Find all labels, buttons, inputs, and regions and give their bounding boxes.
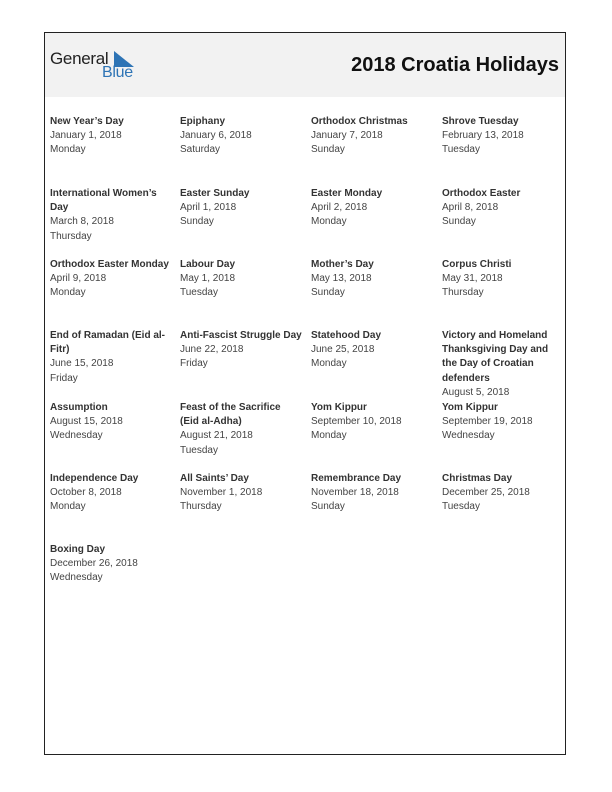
holiday-date: June 15, 2018 [50,358,114,370]
holiday-name: Orthodox Easter Monday [50,259,169,270]
holiday-item [180,258,302,301]
holiday-weekday: Monday [311,430,347,442]
holiday-name: Feast of the Sacrifice (Eid al-Adha) [180,402,281,428]
holiday-date: January 1, 2018 [50,130,122,142]
holiday-date: May 1, 2018 [180,273,236,285]
page-title: 2018 Croatia Holidays [351,54,559,76]
holiday-name: Easter Monday [311,188,383,199]
holiday-name: Christmas Day [442,473,513,484]
holiday-item [50,472,172,515]
holiday-name: Boxing Day [50,544,106,555]
holiday-date: January 6, 2018 [180,130,252,142]
holiday-date: April 2, 2018 [311,202,368,214]
holiday-weekday: Sunday [311,144,345,156]
holiday-date: April 8, 2018 [442,202,499,214]
holiday-weekday: Monday [50,501,86,513]
holiday-item [180,401,302,458]
holiday-name: Statehood Day [311,330,382,341]
holiday-name: Yom Kippur [311,402,367,413]
holiday-weekday: Sunday [442,216,476,228]
generalblue-logo [50,49,140,83]
holiday-name: New Year’s Day [50,116,124,127]
holiday-date: May 31, 2018 [442,273,503,285]
holiday-item [50,258,172,301]
holiday-date: December 26, 2018 [50,558,138,570]
holiday-name: All Saints’ Day [180,473,249,484]
holiday-name: Epiphany [180,116,226,127]
holiday-date: February 13, 2018 [442,130,524,142]
holiday-weekday: Tuesday [180,287,218,299]
holiday-item [180,115,302,158]
holiday-weekday: Thursday [180,501,222,513]
holiday-date: March 8, 2018 [50,216,114,228]
holiday-date: June 25, 2018 [311,344,375,356]
holiday-item [442,115,564,158]
holiday-date: May 13, 2018 [311,273,372,285]
holiday-item [442,187,564,230]
holiday-item [311,401,433,444]
holiday-date: November 1, 2018 [180,487,263,499]
holiday-item [50,401,172,444]
logo-text-blue: Blue [102,64,133,81]
holiday-date: August 21, 2018 [180,430,253,442]
holiday-date: September 10, 2018 [311,416,402,428]
holiday-weekday: Sunday [311,287,345,299]
holiday-name: Assumption [50,402,108,413]
page-header [45,33,565,97]
holiday-weekday: Saturday [180,144,221,156]
holiday-name: End of Ramadan (Eid al-Fitr) [50,330,166,356]
holiday-weekday: Monday [50,144,86,156]
holiday-date: November 18, 2018 [311,487,399,499]
holiday-name: Shrove Tuesday [442,116,519,127]
holiday-weekday: Thursday [442,287,484,299]
holiday-date: April 9, 2018 [50,273,107,285]
holiday-weekday: Friday [50,372,78,384]
holiday-weekday: Tuesday [442,501,480,513]
holiday-item [50,187,172,244]
holiday-weekday: Sunday [180,216,214,228]
holiday-item [50,329,172,386]
holiday-name: Victory and Homeland Thanksgiving Day and the Day of Croatian defenders [442,330,549,384]
holiday-weekday: Monday [50,287,86,299]
holiday-item [311,187,433,230]
holiday-item [50,543,172,586]
holiday-name: Independence Day [50,473,139,484]
holiday-weekday: Sunday [311,501,345,513]
holiday-item [180,187,302,230]
holiday-date: August 15, 2018 [50,416,123,428]
holiday-weekday: Wednesday [50,572,103,584]
calendar-page [44,32,566,755]
holiday-item [442,472,564,515]
holiday-item [50,115,172,158]
holiday-weekday: Monday [311,216,347,228]
holiday-name: Orthodox Easter [442,188,521,199]
holiday-name: Remembrance Day [311,473,402,484]
holiday-item [311,472,433,515]
holiday-item [311,258,433,301]
holiday-name: Mother’s Day [311,259,374,270]
holiday-item [180,472,302,515]
holiday-date: January 7, 2018 [311,130,383,142]
holiday-date: December 25, 2018 [442,487,530,499]
holiday-item [442,401,564,444]
holiday-name: Yom Kippur [442,402,498,413]
holiday-weekday: Tuesday [180,444,218,456]
holiday-date: June 22, 2018 [180,344,244,356]
holiday-name: Labour Day [180,259,236,270]
holiday-name: Anti-Fascist Struggle Day [180,330,302,341]
holiday-date: April 1, 2018 [180,202,237,214]
holiday-item [442,258,564,301]
logo-text-general: General [50,49,109,68]
holiday-date: September 19, 2018 [442,416,533,428]
holiday-weekday: Friday [180,358,208,370]
holiday-date: August 5, 2018 [442,386,510,398]
holiday-item [442,329,564,400]
holiday-weekday: Thursday [50,230,92,242]
holiday-weekday: Monday [311,358,347,370]
holiday-item [180,329,302,372]
holiday-weekday: Tuesday [442,144,480,156]
holiday-name: Easter Sunday [180,188,250,199]
holiday-date: October 8, 2018 [50,487,122,499]
holiday-weekday: Wednesday [442,430,495,442]
holiday-item [311,115,433,158]
holiday-weekday: Wednesday [50,430,103,442]
holiday-name: Corpus Christi [442,259,512,270]
holiday-name: International Women’s Day [50,188,157,214]
holiday-item [311,329,433,372]
holiday-name: Orthodox Christmas [311,116,408,127]
